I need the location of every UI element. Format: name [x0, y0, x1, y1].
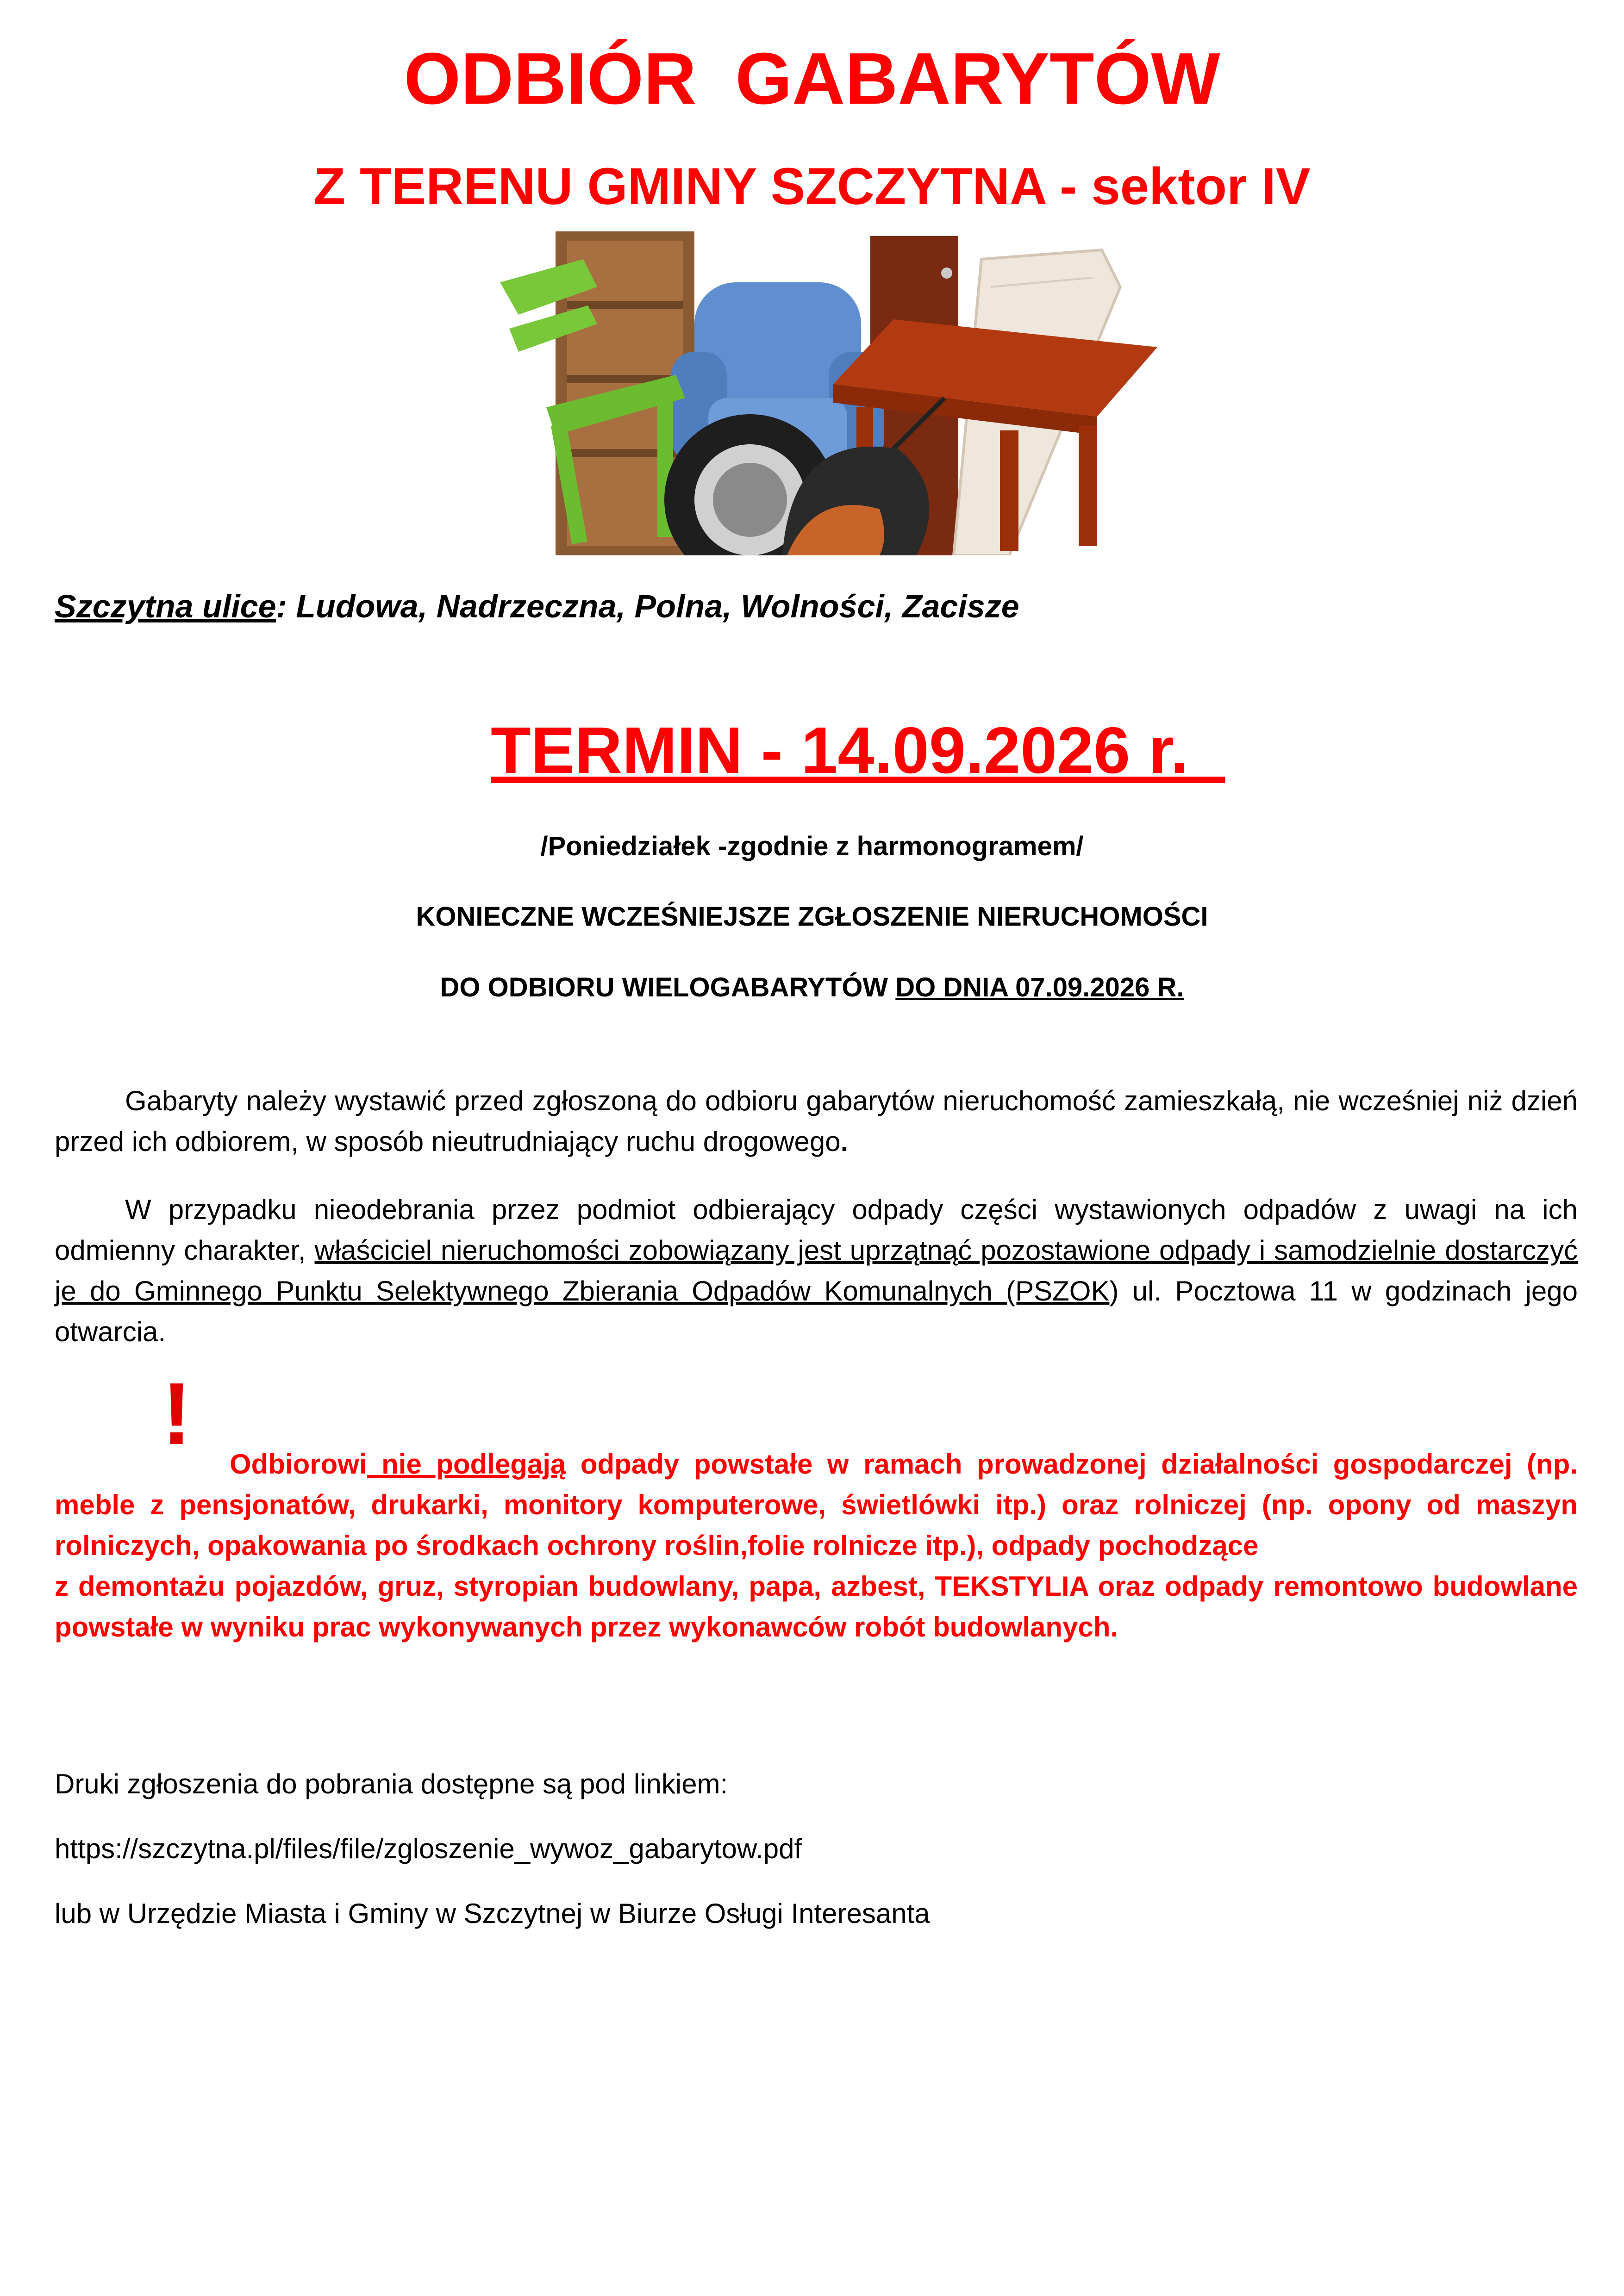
page-title: ODBIÓR GABARYTÓW [404, 38, 1220, 119]
forms-label: Druki zgłoszenia do pobrania dostępne są pod linkiem: [55, 1768, 728, 1799]
notice-line-1: KONIECZNE WCZEŚNIEJSZE ZGŁOSZENIE NIERUCHOMOŚCI [416, 902, 1208, 932]
paragraph-leftovers [55, 1189, 1578, 1352]
warning-text-2: z demontażu pojazdów, gruz, styropian budowlany, papa, azbest, TEKSTYLIA oraz odpady remontowo budowlane powstałe w wyniku prac wykonywanych przez wykonawców robót budowlanych. [55, 1571, 1578, 1643]
page-subtitle: Z TERENU GMINY SZCZYTNA - sektor IV [313, 157, 1311, 215]
notice-line-2 [0, 972, 1624, 1003]
streets-list: : Ludowa, Nadrzeczna, Polna, Wolności, Zacisze [276, 588, 1019, 624]
paragraph-leftovers-rest: ) ul. Pocztowa 11 w godzinach jego otwarcia. [55, 1276, 1578, 1347]
notice-deadline-date: DO DNIA 07.09.2026 R. [895, 972, 1184, 1002]
paragraph-placement-end: . [840, 1126, 849, 1157]
paragraph-leftovers-obligation: właściciel nieruchomości zobowiązany jest uprzątnąć pozostawione odpady i samodzielnie dostarczyć je do Gminnego Punktu Selektywnego Zbierania Odpadów Komunalnych (PSZOK [55, 1235, 1578, 1307]
paragraph-placement [55, 1081, 1578, 1162]
warning-text-1: odpady powstałe w ramach prowadzonej działalności gospodarczej (np. meble z pensjonatów, drukarki, monitory komputerowe, świetlówki itp.) oraz rolniczej (np. opony od maszyn rolniczych, opakowania po środkach ochrony roślin,folie rolnicze itp.), odpady pochodzące [55, 1449, 1578, 1561]
day-note: /Poniedziałek -zgodnie z harmonogramem/ [540, 831, 1084, 861]
warning-not-accepted: nie podlegają [367, 1449, 566, 1480]
warning-exclamation-icon: ! [162, 1365, 192, 1463]
warning-lead: Odbiorowi [230, 1449, 367, 1480]
forms-link[interactable]: https://szczytna.pl/files/file/zgloszenie_wywoz_gabarytow.pdf [55, 1833, 802, 1864]
paragraph-placement-text: Gabaryty należy wystawić przed zgłoszoną do odbioru gabarytów nieruchomość zamieszkałą, nie wcześniej niż dzień przed ich odbiorem, w sposób nieutrudniający ruchu drogowego [55, 1085, 1578, 1157]
warning-paragraph [55, 1444, 1578, 1648]
forms-alternative-place: lub w Urzędzie Miasta i Gminy w Szczytnej w Biurze Osługi Interesanta [55, 1898, 930, 1929]
pickup-date: TERMIN - 14.09.2026 r. [491, 714, 1225, 787]
streets-label: Szczytna ulice [55, 588, 276, 624]
paragraph-leftovers-text: W przypadku nieodebrania przez podmiot odbierający odpady części wystawionych odpadów z uwagi na ich odmienny charakter, [55, 1194, 1578, 1266]
streets-line [55, 588, 1019, 625]
bulky-waste-illustration [491, 231, 1185, 555]
notice-line-2-prefix: DO ODBIORU WIELOGABARYTÓW [440, 972, 896, 1002]
